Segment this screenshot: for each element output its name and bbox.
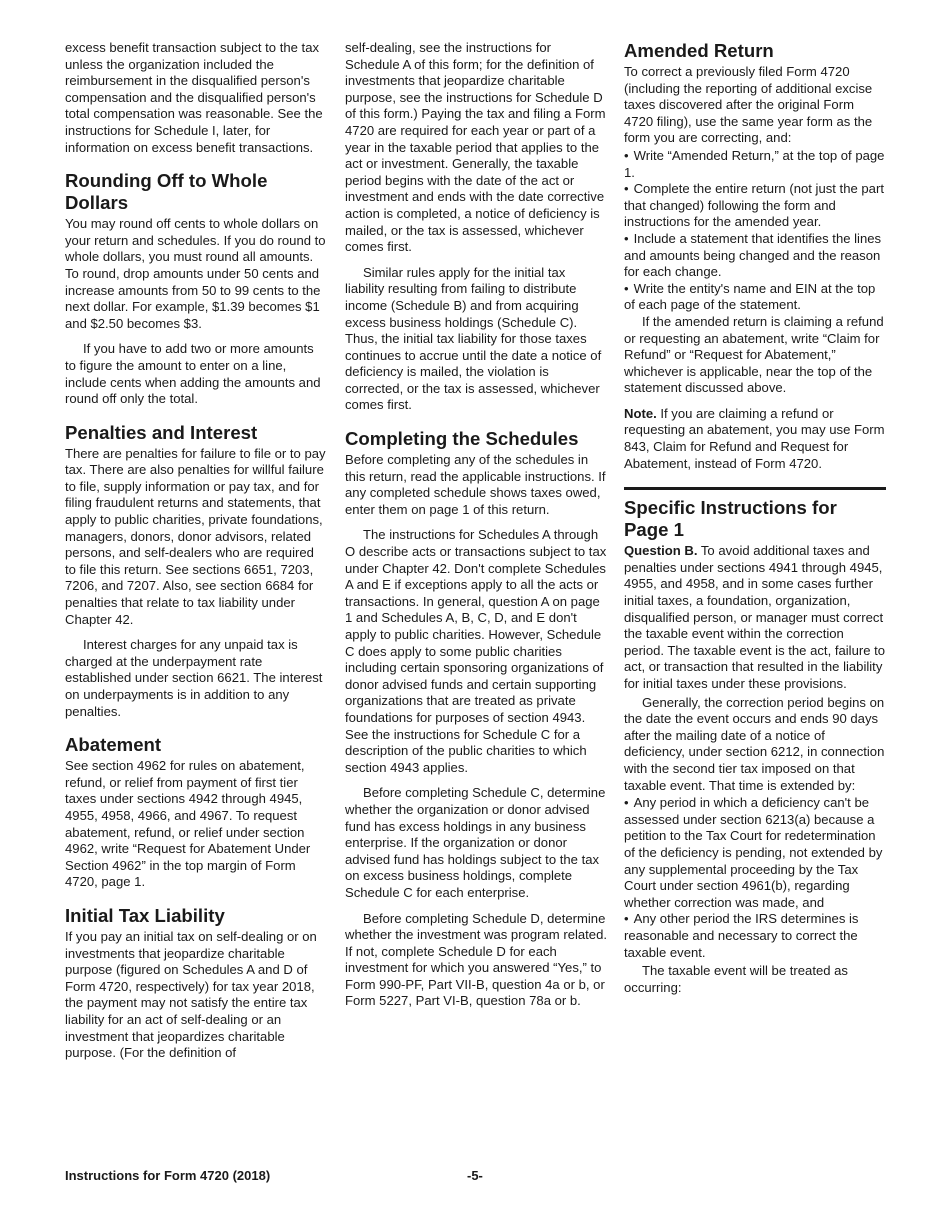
heading-specific: Specific Instructions for Page 1	[624, 497, 837, 541]
paragraph: Similar rules apply for the initial tax liability resulting from failing to distribute income (Schedule B) and from acquiring excess business holdings (Schedule C). Thus, the initial tax liability for those taxes continues to accrue until the date a notice of deficiency is mailed, the violation is corrected, or the tax is assessed, whichever comes first.	[345, 264, 602, 413]
paragraph: If you pay an initial tax on self-dealing or on investments that jeopardize charitable purpose (figured on Schedules A and D of Form 4720, respectively) for tax year 2018, the payment may not satisfy the entire tax liability for an act of self-dealing or an investment that jeopardizes charitable purpose. (For the definition of	[65, 928, 317, 1061]
page-number: -5-	[467, 1168, 483, 1183]
column-2	[345, 40, 607, 1010]
bullet-icon: •	[624, 230, 629, 246]
bullet-list	[624, 795, 886, 961]
heading-rounding: Rounding Off to Whole Dollars	[65, 170, 268, 214]
bullet-icon: •	[624, 795, 629, 811]
paragraph: Interest charges for any unpaid tax is charged at the underpayment rate established under section 6621. The interest on underpayments is in addition to any penalties.	[65, 637, 323, 719]
bullet-icon: •	[624, 911, 629, 927]
paragraph: See section 4962 for rules on abatement, refund, or relief from payment of first tier taxes under sections 4942 through 4945, 4955, 4958, 4966, and 4967. To request abatement, refund, or relief under section 4962, write “Request for Abatement Under Section 4962” in the top margin of Form 4720, page 1.	[65, 758, 311, 890]
paragraph: You may round off cents to whole dollars on your return and schedules. If you do round to whole dollars, you must round all amounts. To round, drop amounts under 50 cents and increase amounts from 50 to 99 cents to the next dollar. For example, $1.39 becomes $1 and $2.50 becomes $3.	[65, 216, 326, 331]
paragraph: The taxable event will be treated as occurring:	[624, 963, 848, 995]
paragraph: There are penalties for failure to file or to pay tax. There are also penalties for willful failure to file, supply information or pay tax, and for filing fraudulent returns and statements, that apply to public charities, private foundations, managers, donors, donor advisors, related persons, and self-dealers who are required to file this return. See sections 6651, 7203, 7206, and 7207. Also, see section 6684 for penalties that relate to tax liability under Chapter 42.	[65, 445, 326, 627]
heading-penalties: Penalties and Interest	[65, 421, 258, 443]
list-item: • Write “Amended Return,” at the top of page 1.	[624, 147, 885, 180]
heading-abatement: Abatement	[65, 734, 162, 756]
list-item: • Write the entity's name and EIN at the top of each page of the statement.	[624, 280, 876, 313]
paragraph: Generally, the correction period begins on the date the event occurs and ends 90 days after the mailing date of a notice of deficiency, under section 6212, in connection with the second tier tax imposed on that taxable event. That time is extended by:	[624, 694, 885, 793]
list-item: • Any other period the IRS determines is reasonable and necessary to correct the taxable event.	[624, 911, 859, 960]
column-3	[624, 40, 886, 996]
note-paragraph: Note. If you are claiming a refund or requesting an abatement, you may use Form 843, Claim for Refund and Request for Abatement, instead of Form 4720.	[624, 405, 885, 471]
heading-amended: Amended Return	[624, 40, 774, 61]
note-label: Note.	[624, 405, 657, 421]
paragraph: excess benefit transaction subject to the tax unless the organization included the reimbursement in the disqualified person's compensation and the disqualified person's total compensation was reasonable. See the instructions for Schedule I, later, for information on excess benefit transactions.	[65, 40, 323, 155]
paragraph: If the amended return is claiming a refund or requesting an abatement, write “Claim for Refund” or “Request for Abatement,” whichever is applicable, near the top of the statement discussed above.	[624, 313, 884, 396]
paragraph: To correct a previously filed Form 4720 (including the reporting of additional excise taxes discovered after the original Form 4720 filing), use the same year form as the form you are correcting, and:	[624, 64, 873, 146]
bullet-icon: •	[624, 147, 629, 163]
column-1	[65, 40, 327, 1062]
list-item: • Include a statement that identifies the lines and amounts being changed and the reason for each change.	[624, 230, 882, 280]
paragraph: Before completing Schedule C, determine whether the organization or donor advised fund has excess holdings in any business enterprise. If the organization or donor advised fund has holdings subject to the tax on excess business holdings, complete Schedule C for each enterprise.	[345, 785, 606, 900]
bullet-icon: •	[624, 181, 629, 197]
heading-completing: Completing the Schedules	[345, 428, 579, 450]
footer-form-title: Instructions for Form 4720 (2018)	[65, 1168, 271, 1183]
heading-initial-tax: Initial Tax Liability	[65, 904, 225, 926]
paragraph: If you have to add two or more amounts to figure the amount to enter on a line, include cents when adding the amounts and round off only the total.	[65, 341, 321, 407]
section-divider	[624, 487, 886, 490]
bullet-list	[624, 148, 886, 314]
paragraph: Before completing any of the schedules in this return, read the applicable instructions. If any completed schedule shows taxes owed, enter them on page 1 of this return.	[345, 452, 606, 517]
question-b-label: Question B.	[624, 543, 698, 559]
question-b-paragraph: Question B. To avoid additional taxes and penalties under sections 4941 through 4945, 4955, and 4958, and in some cases further initial taxes, a foundation, organization, disqualified person, or manager must correct the taxable event within the correction period. The taxable event is the act, failure to act, or transaction that resulted in the liability for initial taxes under these provisions.	[624, 543, 886, 691]
list-item: • Complete the entire return (not just the part that changed) following the form and instructions for the amended year.	[624, 181, 884, 230]
paragraph: The instructions for Schedules A through O describe acts or transactions subject to tax under Chapter 42. Don't complete Schedules A and E if exceptions apply to all the acts or transactions. In general, question A on page 1 and Schedules A, B, C, D, and E don't apply to public charities. However, Schedule C does apply to some public charities including certain sponsoring organizations of donor advised funds and certain supporting organizations that are treated as private foundations for purposes of section 4943. See the instructions for Schedule C for a description of the public charities to which section 4943 applies.	[345, 527, 607, 775]
paragraph: Before completing Schedule D, determine whether the investment was program related. If not, complete Schedule D for each investment for which you answered “Yes,” to Form 990-PF, Part VII-B, question 4a or b, or Form 5227, Part VI-B, question 78a or b.	[345, 910, 608, 1009]
paragraph: self-dealing, see the instructions for Schedule A of this form; for the definition of investments that jeopardize charitable purpose, see the instructions for Schedule D of this form.) Paying the tax and filing a Form 4720 are required for each year or part of a year in the taxable period that applies to the act or investment. Generally, the taxable period begins with the date of the act or investment and ends with the date corrective action is completed, a notice of deficiency is mailed, or the tax is assessed, whichever comes first.	[345, 40, 606, 255]
bullet-icon: •	[624, 280, 629, 296]
list-item: • Any period in which a deficiency can't be assessed under section 6213(a) because a petition to the Tax Court for redetermination of the deficiency is pending, not extended by any supplemental proceeding by the Tax Court under section 4961(b), regarding whether correction was made, and	[624, 795, 883, 910]
